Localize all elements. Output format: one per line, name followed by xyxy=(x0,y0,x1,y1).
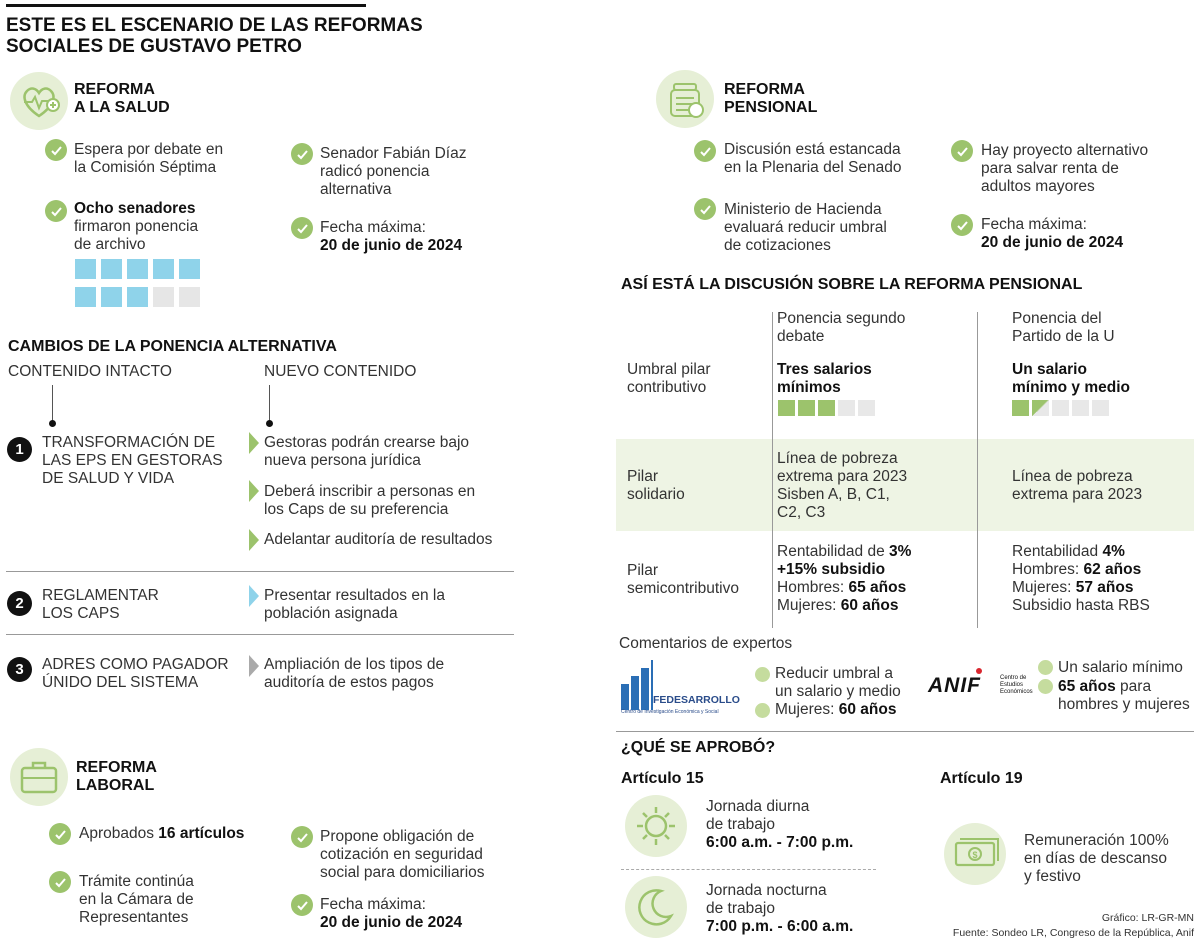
col-ponencia-segundo: Ponencia segundo debate xyxy=(777,310,906,345)
col-contenido-intacto: CONTENIDO INTACTO xyxy=(8,363,172,380)
anif-comment-1: Un salario mínimo xyxy=(1058,659,1183,676)
solidario-partido-u: Línea de pobreza extrema para 2023 xyxy=(1012,468,1143,503)
senator-square xyxy=(179,287,200,307)
green-arrow-icon xyxy=(249,480,259,502)
row-solidario-label: Pilar solidario xyxy=(627,468,685,503)
cambio-nuevo-3: Ampliación de los tipos de auditoría de estos pagos xyxy=(264,656,445,691)
senator-square xyxy=(153,287,174,307)
pensional-item-alternativo: Hay proyecto alternativo para salvar renta de adultos mayores xyxy=(981,142,1149,195)
number-badge: 2 xyxy=(7,591,32,616)
divider xyxy=(6,634,514,635)
row-umbral-label: Umbral pilar contributivo xyxy=(627,361,711,396)
cambio-nuevo-1c: Adelantar auditoría de resultados xyxy=(264,531,493,548)
check-icon xyxy=(49,823,71,845)
discusion-heading: ASÍ ESTÁ LA DISCUSIÓN SOBRE LA REFORMA PENSIONAL xyxy=(621,276,1083,293)
fedesarrollo-comment-1: Reducir umbral a un salario y medio xyxy=(775,665,901,700)
laboral-aprobados: Aprobados 16 artículos xyxy=(79,825,245,842)
umbral-ponencia: Tres salarios mínimos xyxy=(777,361,872,396)
check-icon xyxy=(291,826,313,848)
green-arrow-icon xyxy=(249,432,259,454)
anif-comment-2: 65 años para hombres y mujeres xyxy=(1058,678,1190,713)
senator-signed-square xyxy=(101,259,122,279)
filled-cell xyxy=(798,400,815,416)
senator-signed-square xyxy=(153,259,174,279)
senator-signed-square xyxy=(101,287,122,307)
sun-icon xyxy=(625,795,687,857)
pointer-line xyxy=(52,385,53,423)
pensional-item-estancada: Discusión está estancada en la Plenaria del Senado xyxy=(724,141,902,176)
umbral-bar-ponencia xyxy=(778,400,878,416)
salud-heading: REFORMA A LA SALUD xyxy=(74,81,170,116)
moon-icon xyxy=(625,876,687,938)
cambio-intacto-3: ADRES COMO PAGADOR ÚNIDO DEL SISTEMA xyxy=(42,656,229,691)
money-bill-icon xyxy=(944,823,1006,885)
cambio-nuevo-2: Presentar resultados en la población asignada xyxy=(264,587,445,622)
number-badge: 3 xyxy=(7,657,32,682)
cambios-heading: CAMBIOS DE LA PONENCIA ALTERNATIVA xyxy=(8,338,337,355)
check-icon xyxy=(291,894,313,916)
check-icon xyxy=(49,871,71,893)
umbral-bar-partido-u xyxy=(1012,400,1112,416)
table-divider xyxy=(977,312,978,628)
salud-item-debate: Espera por debate en la Comisión Séptima xyxy=(74,141,224,176)
gray-arrow-icon xyxy=(249,655,259,677)
cambio-intacto-2: REGLAMENTAR LOS CAPS xyxy=(42,587,159,622)
senator-signed-square xyxy=(179,259,200,279)
bullet-dot xyxy=(755,667,770,682)
check-icon xyxy=(291,217,313,239)
pointer-dot xyxy=(266,420,273,427)
empty-cell xyxy=(1072,400,1089,416)
pensional-heading: REFORMA PENSIONAL xyxy=(724,81,818,116)
filled-cell xyxy=(778,400,795,416)
solidario-ponencia: Línea de pobreza extrema para 2023 Sisben A, B, C1, C2, C3 xyxy=(777,450,908,521)
pensional-item-hacienda: Ministerio de Hacienda evaluará reducir umbral de cotizaciones xyxy=(724,201,887,254)
check-icon xyxy=(45,200,67,222)
cambio-intacto-1: TRANSFORMACIÓN DE LAS EPS EN GESTORAS DE SALUD Y VIDA xyxy=(42,434,223,487)
title-rule xyxy=(6,4,366,7)
salud-item-fabian: Senador Fabián Díaz radicó ponencia alternativa xyxy=(320,145,467,198)
bullet-dot xyxy=(1038,679,1053,694)
jornada-nocturna: Jornada nocturna de trabajo 7:00 p.m. - 6:00 a.m. xyxy=(706,882,854,935)
divider xyxy=(6,571,514,572)
laboral-tramite: Trámite continúa en la Cámara de Representantes xyxy=(79,873,194,926)
umbral-partido-u: Un salario mínimo y medio xyxy=(1012,361,1130,396)
semi-partido-u: Rentabilidad 4% Hombres: 62 años Mujeres: 57 años Subsidio hasta RBS xyxy=(1012,543,1150,614)
pointer-dot xyxy=(49,420,56,427)
senator-signed-square xyxy=(75,259,96,279)
empty-cell xyxy=(1092,400,1109,416)
check-icon xyxy=(45,139,67,161)
green-arrow-icon xyxy=(249,529,259,551)
credit-grafico: Gráfico: LR-GR-MN xyxy=(1101,912,1194,924)
anif-logo: ANIF Centro de Estudios Económicos xyxy=(928,668,1038,702)
salud-fecha: Fecha máxima: 20 de junio de 2024 xyxy=(320,219,463,254)
filled-cell xyxy=(818,400,835,416)
senator-signed-square xyxy=(127,287,148,307)
empty-cell xyxy=(858,400,875,416)
svg-text:$: $ xyxy=(972,850,978,860)
pensional-fecha: Fecha máxima: 20 de junio de 2024 xyxy=(981,216,1124,251)
section-divider xyxy=(616,731,1194,732)
aprobo-heading: ¿QUÉ SE APROBÓ? xyxy=(621,739,776,756)
laboral-heading: REFORMA LABORAL xyxy=(76,759,157,794)
check-icon xyxy=(951,140,973,162)
filled-cell xyxy=(1012,400,1029,416)
check-icon xyxy=(694,198,716,220)
number-badge: 1 xyxy=(7,437,32,462)
col-nuevo-contenido: NUEVO CONTENIDO xyxy=(264,363,417,380)
blue-arrow-icon xyxy=(249,585,259,607)
bullet-dot xyxy=(755,703,770,718)
bullet-dot xyxy=(1038,660,1053,675)
articulo-19: Artículo 19 xyxy=(940,770,1023,787)
cambio-nuevo-1b: Deberá inscribir a personas en los Caps de su preferencia xyxy=(264,483,476,518)
cambio-nuevo-1a: Gestoras podrán crearse bajo nueva persona jurídica xyxy=(264,434,470,469)
check-icon xyxy=(694,140,716,162)
half-cell xyxy=(1032,400,1049,416)
semi-ponencia: Rentabilidad de 3% +15% subsidio Hombres: 65 años Mujeres: 60 años xyxy=(777,543,912,614)
row-semi-label: Pilar semicontributivo xyxy=(627,562,739,597)
briefcase-icon xyxy=(10,748,68,806)
jornada-diurna: Jornada diurna de trabajo 6:00 a.m. - 7:00 p.m. xyxy=(706,798,854,851)
empty-cell xyxy=(1052,400,1069,416)
empty-cell xyxy=(838,400,855,416)
expertos-heading: Comentarios de expertos xyxy=(619,635,793,652)
page-title: ESTE ES EL ESCENARIO DE LAS REFORMAS SOCIALES DE GUSTAVO PETRO xyxy=(6,15,423,57)
senators-grid xyxy=(75,259,205,307)
fedesarrollo-comment-2: Mujeres: 60 años xyxy=(775,701,897,718)
pointer-line xyxy=(269,385,270,423)
dashed-divider xyxy=(621,869,876,870)
remuneracion: Remuneración 100% en días de descanso y festivo xyxy=(1024,832,1169,885)
heart-health-icon xyxy=(10,72,68,130)
articulo-15: Artículo 15 xyxy=(621,770,704,787)
laboral-propone: Propone obligación de cotización en seguridad social para domiciliarios xyxy=(320,828,485,881)
check-icon xyxy=(291,143,313,165)
table-divider xyxy=(772,312,773,628)
senator-signed-square xyxy=(75,287,96,307)
salud-item-senadores: Ocho senadores firmaron ponencia de archivo xyxy=(74,200,199,253)
coins-jar-icon xyxy=(656,70,714,128)
col-ponencia-u: Ponencia del Partido de la U xyxy=(1012,310,1115,345)
check-icon xyxy=(951,214,973,236)
laboral-fecha: Fecha máxima: 20 de junio de 2024 xyxy=(320,896,463,931)
fedesarrollo-logo: FEDESARROLLO Centro de Investigación Económica y Social xyxy=(619,660,737,718)
senator-signed-square xyxy=(127,259,148,279)
credit-fuente: Fuente: Sondeo LR, Congreso de la República, Anif xyxy=(952,927,1194,939)
